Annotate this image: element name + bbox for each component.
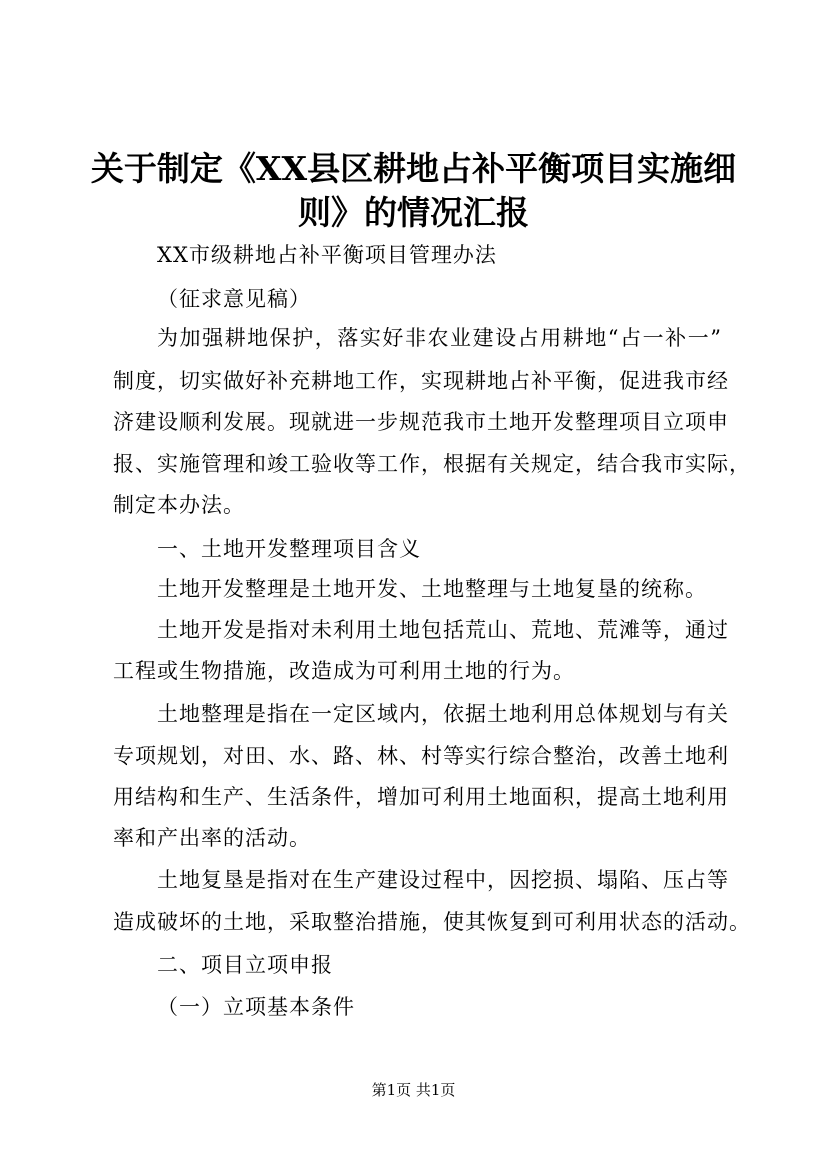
body-line: XX市级耕地占补平衡项目管理办法 [157, 243, 497, 267]
body-line: 制度，切实做好补充耕地工作，实现耕地占补平衡，促进我市经 [113, 369, 729, 393]
body-line: 率和产出率的活动。 [113, 826, 311, 850]
body-line: 为加强耕地保护，落实好非农业建设占用耕地“占一补一” [157, 326, 722, 350]
body-line: 制定本办法。 [113, 493, 245, 517]
body-line: 济建设顺利发展。现就进一步规范我市土地开发整理项目立项申 [113, 410, 729, 434]
subsection-heading: （一）立项基本条件 [157, 995, 355, 1019]
body-line: 土地整理是指在一定区域内，依据土地利用总体规划与有关 [157, 702, 729, 726]
body-line: 造成破坏的土地，采取整治措施，使其恢复到可利用状态的活动。 [113, 910, 751, 934]
body-line: 报、实施管理和竣工验收等工作，根据有关规定，结合我市实际， [113, 452, 751, 476]
document-title-line-1: 关于制定《XX县区耕地占补平衡项目实施细 [90, 149, 737, 188]
body-line: 土地开发整理是土地开发、土地整理与土地复垦的统称。 [157, 577, 707, 601]
page-footer: 第1页 共1页 [371, 1081, 456, 1099]
body-line: 土地复垦是指对在生产建设过程中，因挖损、塌陷、压占等 [157, 868, 729, 892]
section-heading: 二、项目立项申报 [157, 953, 333, 977]
body-line: 用结构和生产、生活条件，增加可利用土地面积，提高土地利用 [113, 785, 729, 809]
body-line: （征求意见稿） [157, 287, 311, 311]
section-heading: 一、土地开发整理项目含义 [157, 537, 421, 561]
body-line: 土地开发是指对未利用土地包括荒山、荒地、荒滩等，通过 [157, 618, 729, 642]
document-title-line-2: 则》的情况汇报 [298, 193, 529, 232]
body-line: 专项规划，对田、水、路、林、村等实行综合整治，改善土地利 [113, 744, 729, 768]
body-line: 工程或生物措施，改造成为可利用土地的行为。 [113, 659, 575, 683]
